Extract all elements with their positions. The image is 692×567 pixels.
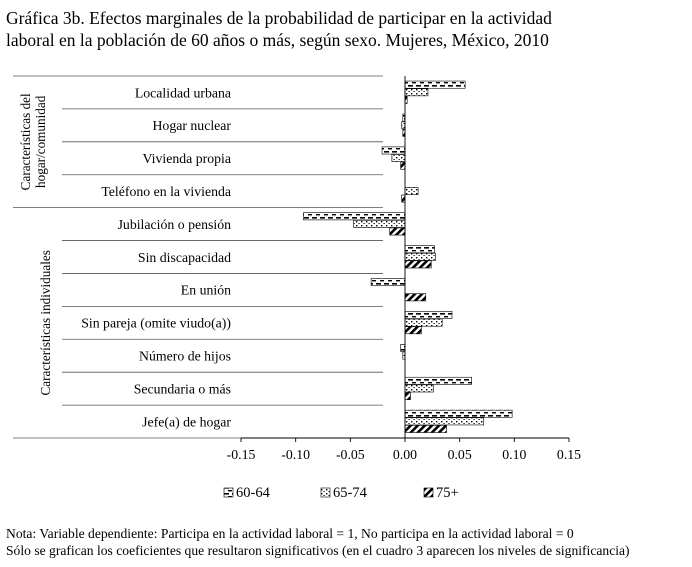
bar-60-64-vivienda-propia bbox=[382, 147, 405, 154]
x-tick-label: 0.05 bbox=[447, 447, 472, 462]
chart-title-line-1: Gráfica 3b. Efectos marginales de la probabilidad de participar en la actividad bbox=[6, 8, 552, 28]
bar-65-74-telefono-en-la-vivienda bbox=[405, 187, 418, 194]
category-label-telefono-en-la-vivienda: Teléfono en la vivienda bbox=[101, 183, 231, 199]
bar-65-74-secundaria-o-mas bbox=[405, 385, 433, 392]
group-label-hogar-comunidad: Características delhogar/comunidad bbox=[18, 93, 48, 191]
category-label-sin-discapacidad: Sin discapacidad bbox=[137, 249, 231, 265]
x-tick-label: 0.15 bbox=[556, 447, 582, 462]
bar-60-64-numero-de-hijos bbox=[401, 344, 405, 351]
bar-60-64-sin-pareja-omite-viudo-a bbox=[405, 311, 452, 318]
chart-title-line-2: laboral en la población de 60 años o más, según sexo. Mujeres, México, 2010 bbox=[6, 30, 549, 50]
bar-75-sin-discapacidad bbox=[405, 261, 431, 268]
category-label-jefe-a-de-hogar: Jefe(a) de hogar bbox=[142, 414, 231, 430]
bar-75-telefono-en-la-vivienda bbox=[402, 195, 405, 202]
category-label-numero-de-hijos: Número de hijos bbox=[139, 348, 231, 364]
x-tick-label: -0.15 bbox=[226, 447, 256, 462]
bar-60-64-sin-discapacidad bbox=[405, 246, 435, 253]
x-tick-label: 0.00 bbox=[392, 447, 418, 462]
bar-65-74-vivienda-propia bbox=[392, 154, 405, 161]
legend-swatch-60-64 bbox=[224, 488, 233, 497]
footnote-dependent-variable: Nota: Variable dependiente: Participa en la actividad laboral = 1, No participa en la actividad laboral = 0 bbox=[6, 526, 574, 541]
category-label-localidad-urbana: Localidad urbana bbox=[134, 85, 231, 101]
bar-65-74-jefe-a-de-hogar bbox=[405, 418, 484, 425]
category-label-jubilacion-o-pension: Jubilación o pensión bbox=[117, 216, 231, 232]
x-tick-label: -0.10 bbox=[281, 447, 311, 462]
bar-65-74-sin-discapacidad bbox=[405, 253, 436, 260]
category-label-en-union: En unión bbox=[180, 282, 231, 298]
category-label-hogar-nuclear: Hogar nuclear bbox=[152, 118, 231, 134]
bar-65-74-sin-pareja-omite-viudo-a bbox=[405, 319, 442, 326]
legend-label-65-74: 65-74 bbox=[333, 485, 367, 501]
bar-65-74-jubilacion-o-pension bbox=[354, 220, 405, 227]
category-label-sin-pareja-omite-viudo-a: Sin pareja (omite viudo(a)) bbox=[81, 315, 231, 331]
footnote-significance: Sólo se grafican los coeficientes que resultaron significativos (en el cuadro 3 aparecen los niveles de significancia) bbox=[6, 543, 630, 558]
category-label-secundaria-o-mas: Secundaria o más bbox=[133, 381, 231, 397]
legend-swatch-65-74 bbox=[321, 488, 330, 497]
x-tick-label: 0.10 bbox=[502, 447, 527, 462]
bar-60-64-secundaria-o-mas bbox=[405, 377, 472, 384]
bar-75-jefe-a-de-hogar bbox=[405, 425, 447, 432]
bar-60-64-localidad-urbana bbox=[405, 81, 465, 88]
bar-65-74-localidad-urbana bbox=[405, 89, 428, 96]
bar-60-64-jefe-a-de-hogar bbox=[405, 410, 512, 417]
bar-75-sin-pareja-omite-viudo-a bbox=[405, 327, 421, 334]
bar-75-jubilacion-o-pension bbox=[390, 228, 405, 235]
bar-60-64-jubilacion-o-pension bbox=[303, 213, 405, 220]
x-tick-label: -0.05 bbox=[335, 447, 365, 462]
legend-swatch-75 bbox=[424, 488, 433, 497]
bar-75-vivienda-propia bbox=[401, 162, 405, 169]
bar-75-en-union bbox=[405, 294, 426, 301]
bar-60-64-en-union bbox=[371, 279, 405, 286]
legend-label-75: 75+ bbox=[436, 485, 459, 501]
bar-75-secundaria-o-mas bbox=[405, 392, 410, 399]
category-label-vivienda-propia: Vivienda propia bbox=[142, 151, 231, 167]
bar-65-74-hogar-nuclear bbox=[402, 122, 405, 129]
legend-label-60-64: 60-64 bbox=[236, 485, 270, 501]
group-label-individuales: Características individuales bbox=[38, 250, 53, 396]
